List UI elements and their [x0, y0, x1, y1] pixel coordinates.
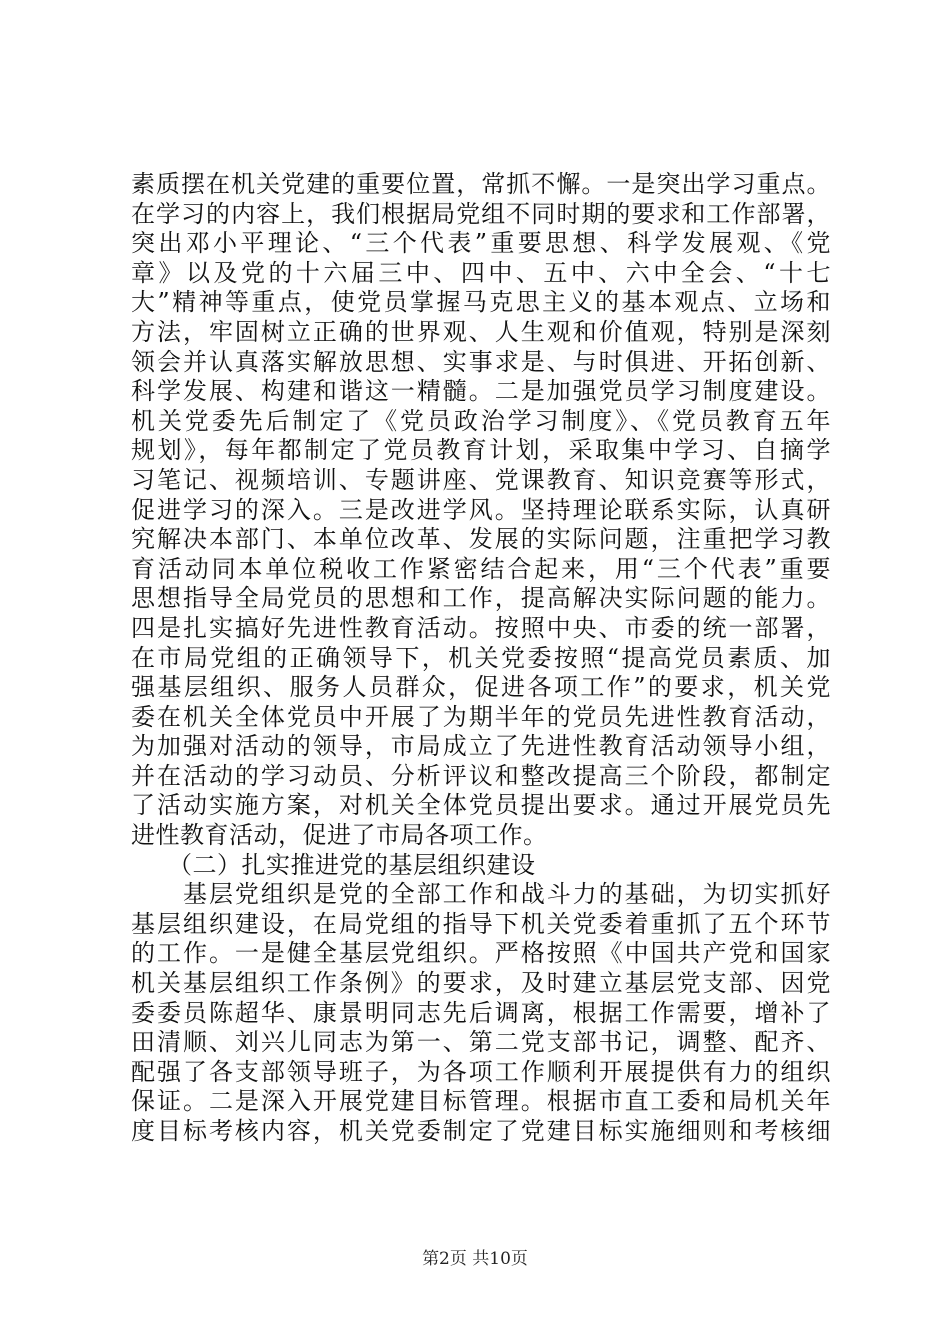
text-line: 在市局党组的正确领导下，机关党委按照“提高党员素质、加 [131, 643, 831, 672]
text-line: 机关党委先后制定了《党员政治学习制度》、《党员教育五年 [131, 406, 831, 435]
body-text [131, 170, 831, 1147]
text-line: 促进学习的深入。三是改进学风。坚持理论联系实际，认真研 [131, 495, 831, 524]
text-line: 委委员陈超华、康景明同志先后调离，根据工作需要，增补了 [131, 998, 831, 1027]
text-line: 规划》，每年都制定了党员教育计划，采取集中学习、自摘学 [131, 436, 831, 465]
text-line: 科学发展、构建和谐这一精髓。二是加强党员学习制度建设。 [131, 377, 831, 406]
text-line: 思想指导全局党员的思想和工作，提高解决实际问题的能力。 [131, 584, 831, 613]
text-line: 基层组织建设，在局党组的指导下机关党委着重抓了五个环节 [131, 909, 831, 938]
text-line: 领会并认真落实解放思想、实事求是、与时俱进、开拓创新、 [131, 347, 831, 376]
text-line: 进性教育活动，促进了市局各项工作。 [131, 821, 548, 850]
text-line: 在学习的内容上，我们根据局党组不同时期的要求和工作部署， [131, 199, 831, 228]
text-line: 为加强对活动的领导，市局成立了先进性教育活动领导小组， [131, 732, 831, 761]
text-line: 育活动同本单位税收工作紧密结合起来，用“三个代表”重要 [131, 554, 831, 583]
section-heading: （二）扎实推进党的基层组织建设 [131, 850, 536, 879]
text-line: 保证。二是深入开展党建目标管理。根据市直工委和局机关年 [131, 1087, 831, 1116]
text-line: 机关基层组织工作条例》的要求，及时建立基层党支部、因党 [131, 969, 831, 998]
text-line: 习笔记、视频培训、专题讲座、党课教育、知识竞赛等形式， [131, 465, 831, 494]
text-line: 突出邓小平理论、“三个代表”重要思想、科学发展观、《党 [131, 229, 831, 258]
text-line: 了活动实施方案，对机关全体党员提出要求。通过开展党员先 [131, 791, 831, 820]
text-line: 究解决本部门、本单位改革、发展的实际问题，注重把学习教 [131, 525, 831, 554]
text-line: 大”精神等重点，使党员掌握马克思主义的基本观点、立场和 [131, 288, 831, 317]
text-line: 并在活动的学习动员、分析评议和整改提高三个阶段，都制定 [131, 761, 831, 790]
text-line: 素质摆在机关党建的重要位置，常抓不懈。一是突出学习重点。 [131, 170, 831, 198]
page-number-footer: 第2页 共10页 [422, 1249, 528, 1269]
text-line: 强基层组织、服务人员群众，促进各项工作”的要求，机关党 [131, 673, 831, 702]
text-line: 田清顺、刘兴儿同志为第一、第二党支部书记，调整、配齐、 [131, 1028, 831, 1057]
text-line: 的工作。一是健全基层党组织。严格按照《中国共产党和国家 [131, 939, 831, 968]
text-line: 四是扎实搞好先进性教育活动。按照中央、市委的统一部署， [131, 613, 831, 642]
text-line: 配强了各支部领导班子，为各项工作顺利开展提供有力的组织 [131, 1057, 831, 1086]
text-line: 方法，牢固树立正确的世界观、人生观和价值观，特别是深刻 [131, 317, 831, 346]
text-line: 委在机关全体党员中开展了为期半年的党员先进性教育活动， [131, 702, 831, 731]
text-line: 章》以及党的十六届三中、四中、五中、六中全会、“十七 [131, 258, 831, 287]
text-line: 基层党组织是党的全部工作和战斗力的基础，为切实抓好 [131, 880, 831, 909]
text-line: 度目标考核内容，机关党委制定了党建目标实施细则和考核细 [131, 1117, 831, 1145]
